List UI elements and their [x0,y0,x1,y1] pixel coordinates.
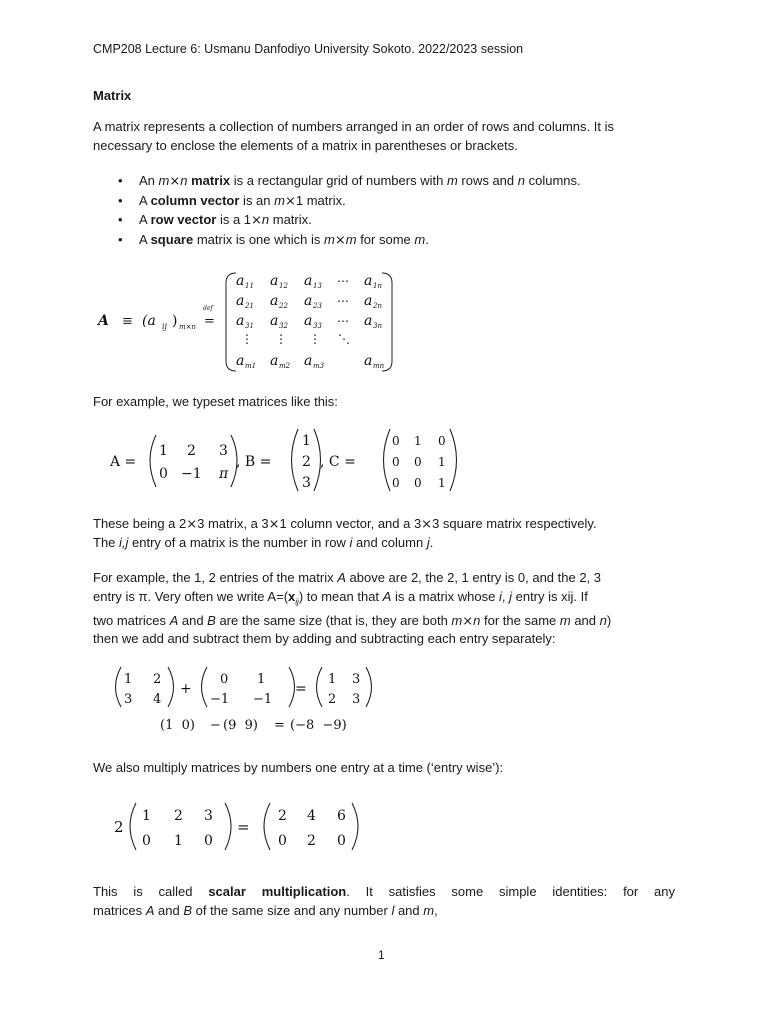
svg-text:−1: −1 [181,466,202,482]
svg-text:a: a [364,273,373,289]
svg-text:): ) [172,313,178,329]
right-paren [168,667,174,707]
svg-text:31: 31 [245,322,254,330]
right-bracket [382,273,392,371]
svg-text:⋯: ⋯ [336,274,348,288]
left-paren [264,803,270,850]
definition-list [118,171,581,249]
sizes-paragraph: These being a 2⨯3 matrix, a 3⨯1 column vector, and a 3⨯3 square matrix respectively. The i,j entry of a matrix is the number in row i and column j. [93,516,597,550]
svg-text:m1: m1 [245,362,257,370]
matrix-row [236,313,382,330]
svg-text:11: 11 [245,282,254,290]
svg-text:32: 32 [279,322,288,330]
addition-paragraph: For example, the 1, 2 entries of the matrix A above are 2, the 2, 1 entry is 0, and the 2, 3 entry is π. Very often we write $A=(x_{ij})$ to mean that A is a matrix whose i, j entry is xij. If two matrices A and B are the same size (that is, they are both m⨯n for the same m and n) then we add and subtract them by adding and subtracting each entry separately: [93,570,612,647]
page-header: CMP208 Lecture 6: Usmanu Danfodiyo University Sokoto. 2022/2023 session [93,42,524,56]
svg-text:33: 33 [313,322,322,330]
svg-text:m2: m2 [279,362,291,370]
svg-text:0: 0 [204,833,213,849]
right-paren [289,667,295,707]
svg-text:3: 3 [124,692,133,707]
svg-text:0: 0 [392,476,400,490]
svg-text:0: 0 [438,434,446,448]
svg-text:−: − [210,718,221,733]
svg-text:3: 3 [352,692,361,707]
svg-text:0: 0 [414,476,422,490]
svg-text:0: 0 [278,833,287,849]
svg-text:1: 1 [438,455,446,469]
svg-text:+: + [180,681,192,697]
svg-text:2: 2 [307,833,316,849]
svg-text:0: 0 [392,455,400,469]
addition-equation [108,663,408,735]
svg-text:2: 2 [328,692,337,707]
svg-text:a: a [304,313,313,329]
svg-text:mn: mn [373,362,385,370]
entrywise-intro: We also multiply matrices by numbers one entry at a time (‘entry wise’): [93,760,504,775]
svg-text:0: 0 [414,455,422,469]
left-paren [202,667,208,707]
svg-text:3n: 3n [373,322,382,330]
svg-text:a: a [304,273,313,289]
list-item: • A row vector is a 1⨯n matrix. [118,210,581,230]
svg-text:12: 12 [279,282,288,290]
svg-text:, C =: , C = [320,454,356,470]
left-paren [116,667,122,707]
svg-text:1: 1 [302,433,311,449]
svg-text:2: 2 [174,808,183,824]
svg-text:≡: ≡ [122,314,133,329]
svg-text:(a: (a [142,313,156,329]
svg-text:6: 6 [337,808,346,824]
svg-text:⋮: ⋮ [309,332,321,346]
svg-text:13: 13 [313,282,322,290]
svg-text:A: A [98,313,109,329]
svg-text:0: 0 [337,833,346,849]
svg-text:3: 3 [352,672,361,687]
svg-text:=: = [204,314,215,329]
right-paren [352,803,358,850]
svg-text:−1: −1 [210,692,230,707]
svg-text:3: 3 [219,443,228,459]
svg-text:def: def [203,305,213,312]
svg-text:a: a [270,273,279,289]
svg-text:2: 2 [302,454,311,470]
svg-text:2: 2 [278,808,287,824]
scalar-equation [112,800,372,855]
svg-text:⋮: ⋮ [241,332,253,346]
svg-text:a: a [236,273,245,289]
svg-text:1: 1 [414,434,422,448]
example-matrices [108,425,468,495]
svg-text:1n: 1n [373,282,382,290]
svg-text:0: 0 [220,672,229,687]
svg-text:a: a [236,293,245,309]
page-number: 1 [378,948,385,962]
svg-text:4: 4 [307,808,316,824]
matrix-row [236,353,385,370]
svg-text:1: 1 [174,833,183,849]
svg-text:1: 1 [257,672,266,687]
right-paren [225,803,231,850]
svg-text:m×n: m×n [179,323,197,331]
svg-text:2: 2 [153,672,162,687]
typeset-intro: For example, we typeset matrices like this: [93,394,338,409]
svg-text:a: a [270,313,279,329]
svg-text:ij: ij [162,322,168,331]
intro-paragraph: A matrix represents a collection of numbers arranged in an order of rows and columns. It is necessary to enclose the elements of a matrix in parentheses or brackets. [93,119,614,153]
svg-text:21: 21 [245,302,254,310]
svg-text:a: a [270,293,279,309]
svg-text:22: 22 [279,302,288,310]
general-matrix-equation [90,265,410,380]
left-paren [292,429,299,491]
svg-text:⋮: ⋮ [275,332,287,346]
right-paren [450,429,457,491]
svg-text:(−8 −9): (−8 −9) [290,718,347,733]
svg-text:0: 0 [142,833,151,849]
matrix-row [241,332,350,346]
svg-text:3: 3 [302,475,311,491]
right-paren [366,667,372,707]
left-paren [317,667,323,707]
svg-text:1: 1 [124,672,133,687]
svg-text:a: a [304,293,313,309]
svg-text:2: 2 [114,818,124,836]
svg-text:(9 9): (9 9) [223,718,258,733]
left-paren [384,429,391,491]
svg-text:1: 1 [142,808,151,824]
svg-text:a: a [236,313,245,329]
svg-text:A =: A = [110,454,137,470]
svg-text:⋱: ⋱ [338,332,350,346]
list-item: • An m⨯n matrix is a rectangular grid of numbers with m rows and n columns. [118,171,581,191]
svg-text:a: a [236,353,245,369]
left-paren [150,435,156,487]
svg-text:a: a [270,353,279,369]
left-paren [130,803,136,850]
svg-text:=: = [237,818,250,836]
section-title: Matrix [93,88,132,103]
svg-text:⋯: ⋯ [336,314,348,328]
svg-text:a: a [304,353,313,369]
svg-text:=: = [295,681,307,697]
svg-text:π: π [219,466,229,482]
left-bracket [226,273,236,371]
svg-text:a: a [364,293,373,309]
list-item: • A column vector is an m⨯1 matrix. [118,191,581,211]
svg-text:1: 1 [328,672,337,687]
svg-text:(1 0): (1 0) [160,718,195,733]
svg-text:, B =: , B = [236,454,272,470]
scalar-paragraph: This is called scalar multiplication. It satisfies some simple identities: for any matrices A and B of the same size and any number l and m, [93,884,675,918]
svg-text:2n: 2n [373,302,382,310]
svg-text:1: 1 [159,443,168,459]
matrix-row [236,273,382,290]
svg-text:⋯: ⋯ [336,294,348,308]
svg-text:4: 4 [153,692,162,707]
svg-text:0: 0 [392,434,400,448]
svg-text:m3: m3 [313,362,325,370]
svg-text:23: 23 [313,302,322,310]
list-item: • A square matrix is one which is m⨯m for some m. [118,230,581,250]
svg-text:3: 3 [204,808,213,824]
matrix-row [236,293,382,310]
svg-text:2: 2 [187,443,196,459]
svg-text:a: a [364,353,373,369]
svg-text:0: 0 [159,466,168,482]
svg-text:=: = [274,718,285,733]
svg-text:1: 1 [438,476,446,490]
svg-text:a: a [364,313,373,329]
svg-text:−1: −1 [253,692,273,707]
